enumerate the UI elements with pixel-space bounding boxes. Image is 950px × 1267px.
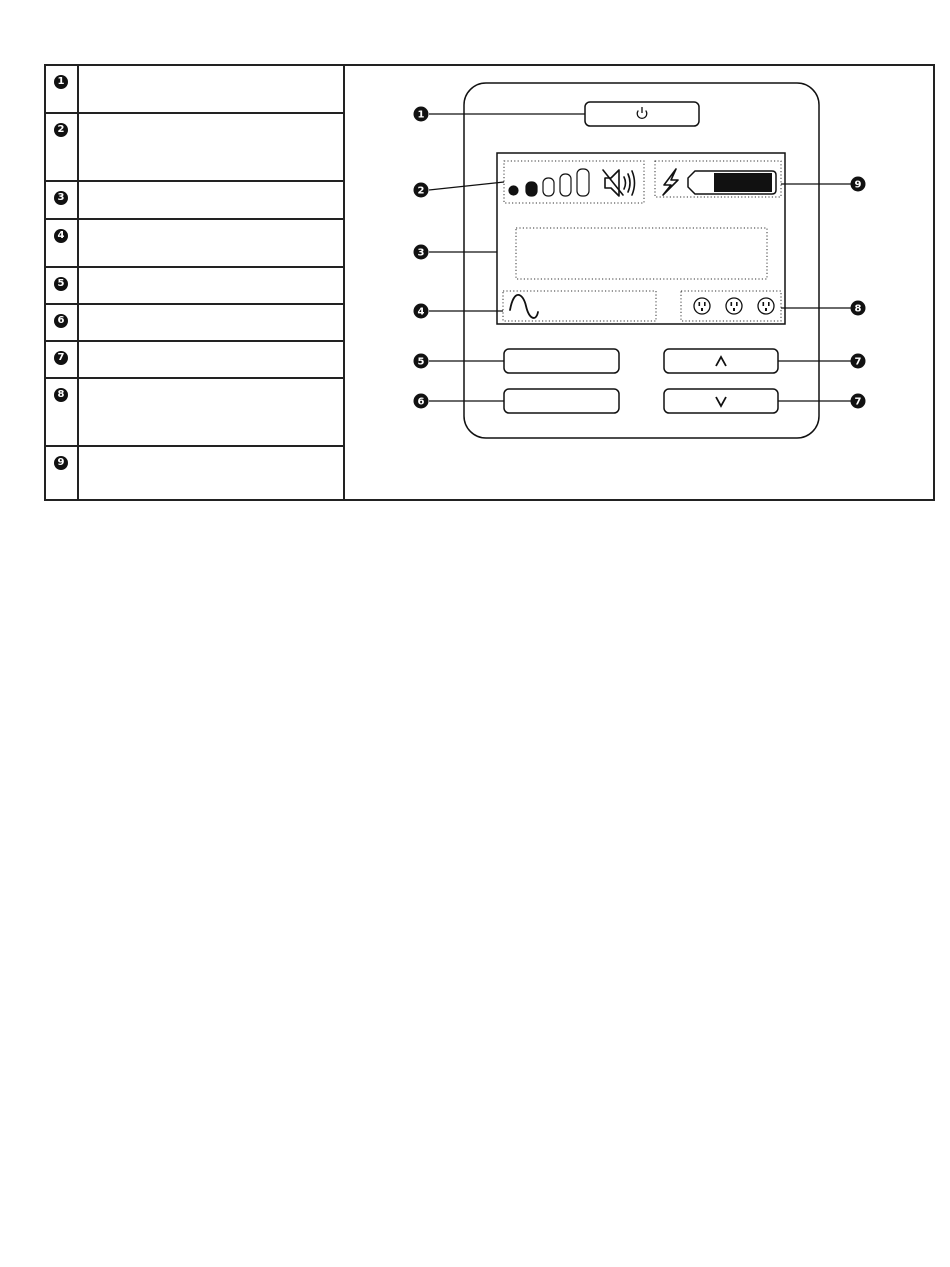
callout-status-icons bbox=[414, 183, 429, 198]
legend-number: 6 bbox=[54, 314, 68, 328]
outlet-icon-1 bbox=[694, 298, 710, 314]
power-icon bbox=[637, 107, 647, 118]
outlet-icon-2 bbox=[726, 298, 742, 314]
chevron-down-icon bbox=[716, 397, 726, 406]
legend-number: 2 bbox=[54, 123, 68, 137]
legend-number: 4 bbox=[54, 229, 68, 243]
callout-input-indicator bbox=[414, 304, 429, 319]
legend-number: 7 bbox=[54, 351, 68, 365]
callout-outlets bbox=[851, 301, 866, 316]
legend-number: 5 bbox=[54, 277, 68, 291]
svg-text:7: 7 bbox=[854, 356, 862, 368]
callout-down-button bbox=[851, 394, 866, 409]
speaker-mute-icon bbox=[603, 170, 635, 196]
svg-text:7: 7 bbox=[854, 396, 862, 408]
chevron-up-icon bbox=[716, 357, 726, 366]
button-left-bottom[interactable] bbox=[504, 389, 619, 413]
callout-battery bbox=[851, 177, 866, 192]
callout-button-left-bottom bbox=[414, 394, 429, 409]
display-text-region bbox=[516, 228, 767, 279]
sine-wave-icon bbox=[510, 295, 538, 318]
down-button[interactable] bbox=[664, 389, 778, 413]
power-button[interactable] bbox=[585, 102, 699, 126]
battery-icon bbox=[688, 171, 776, 194]
up-button[interactable] bbox=[664, 349, 778, 373]
callout-button-left-top bbox=[414, 354, 429, 369]
leader-line-2 bbox=[429, 182, 504, 190]
svg-text:6: 6 bbox=[417, 396, 425, 408]
svg-text:8: 8 bbox=[854, 303, 862, 315]
lightning-icon bbox=[663, 169, 678, 195]
svg-text:9: 9 bbox=[854, 179, 862, 191]
status-icons-region bbox=[504, 161, 644, 203]
callout-power bbox=[414, 107, 429, 122]
svg-text:2: 2 bbox=[417, 185, 425, 197]
svg-text:1: 1 bbox=[417, 109, 425, 121]
outlet-icon-3 bbox=[758, 298, 774, 314]
panel-outline bbox=[464, 83, 819, 438]
callout-display bbox=[414, 245, 429, 260]
svg-text:3: 3 bbox=[417, 247, 425, 259]
callout-up-button bbox=[851, 354, 866, 369]
svg-text:5: 5 bbox=[417, 356, 425, 368]
legend-number: 1 bbox=[54, 75, 68, 89]
signal-bars-icon bbox=[509, 169, 589, 196]
svg-text:4: 4 bbox=[417, 306, 425, 318]
legend-number: 8 bbox=[54, 388, 68, 402]
button-left-top[interactable] bbox=[504, 349, 619, 373]
legend-number: 9 bbox=[54, 456, 68, 470]
legend-number: 3 bbox=[54, 191, 68, 205]
